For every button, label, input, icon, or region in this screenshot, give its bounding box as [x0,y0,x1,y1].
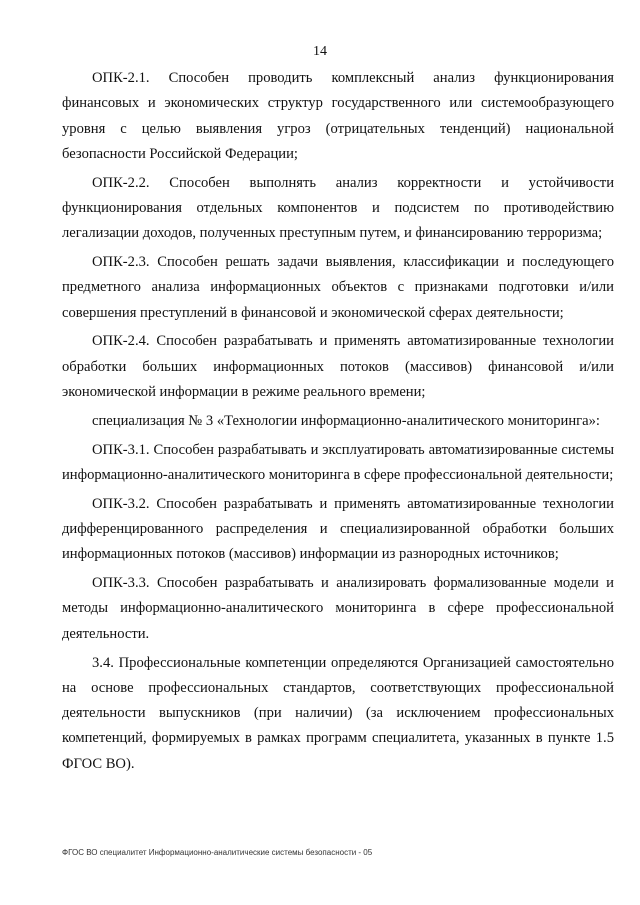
page-number: 14 [313,44,327,59]
paragraph-specialization-3: специализация № 3 «Технологии информационно-аналитического мониторинга»: [92,412,600,429]
paragraph-opk-2-4: ОПК-2.4. Способен разрабатывать и применять автоматизированные технологии обработки больших информационных потоков (массивов) финансовой и/или экономической информации в режиме реального времени; [62,333,614,401]
paragraph-opk-2-2: ОПК-2.2. Способен выполнять анализ корректности и устойчивости функционирования отдельных компонентов и подсистем по противодействию легализации доходов, полученных преступным путем, и финансированию терроризма; [62,174,614,242]
footer-note: ФГОС ВО специалитет Информационно-аналитические системы безопасности - 05 [62,848,373,857]
paragraph-opk-2-1: ОПК-2.1. Способен проводить комплексный анализ функционирования финансовых и экономических структур государственного или системообразующего уровня с целью выявления угроз (отрицательных тенденций) национальной безопасности Российской Федерации; [62,70,614,162]
paragraph-opk-3-1: ОПК-3.1. Способен разрабатывать и эксплуатировать автоматизированные системы информационно-аналитического мониторинга в сфере профессиональной деятельности; [62,441,614,483]
paragraph-opk-3-2: ОПК-3.2. Способен разрабатывать и применять автоматизированные технологии дифференцированного распределения и специализированной обработки больших информационных потоков (массивов) информации из разнородных источников; [62,495,614,563]
document-body [62,66,614,781]
paragraph-3-4: 3.4. Профессиональные компетенции определяются Организацией самостоятельно на основе профессиональных стандартов, соответствующих профессиональной деятельности выпускников (при наличии) (за исключением профессиональных компетенций, формируемых в рамках программ специалитета, указанных в пункте 1.5 ФГОС ВО). [62,654,614,772]
paragraph-opk-2-3: ОПК-2.3. Способен решать задачи выявления, классификации и последующего предметного анализа информационных объектов с признаками подготовки и/или совершения преступлений в финансовой и экономической сферах деятельности; [62,254,614,321]
paragraph-opk-3-3: ОПК-3.3. Способен разрабатывать и анализировать формализованные модели и методы информационно-аналитического мониторинга в сфере профессиональной деятельности. [62,575,614,642]
